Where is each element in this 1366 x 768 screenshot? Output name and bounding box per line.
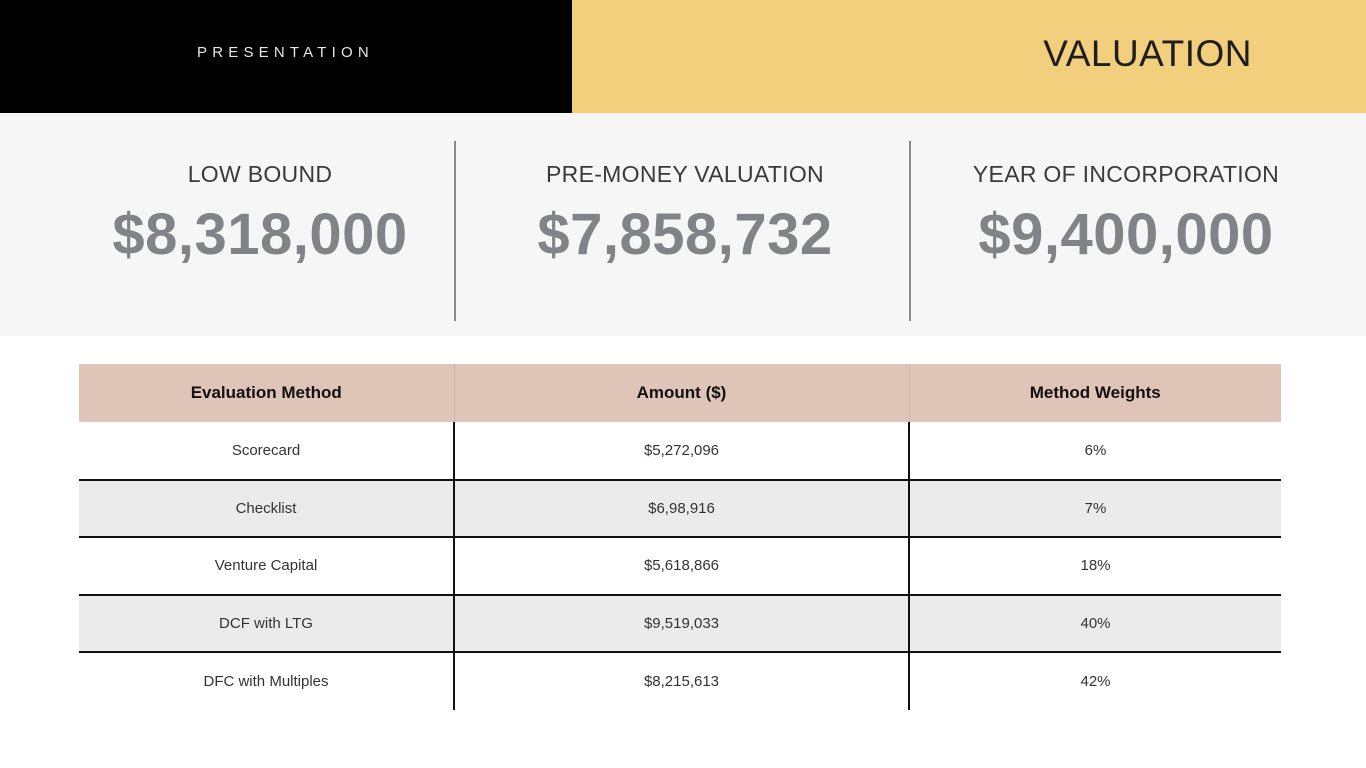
stat-low-bound [60, 113, 460, 336]
table-row [79, 595, 1281, 653]
page-title: VALUATION [1043, 33, 1252, 74]
amount-cell: $5,618,866 [454, 537, 909, 595]
column-header-method: Evaluation Method [79, 364, 454, 422]
amount-cell: $5,272,096 [454, 422, 909, 480]
header-left-band [0, 0, 572, 113]
stat-divider [909, 141, 911, 321]
table-row [79, 652, 1281, 710]
weight-cell: 7% [909, 480, 1281, 538]
weight-cell: 40% [909, 595, 1281, 653]
stat-label: LOW BOUND [187, 161, 333, 187]
method-cell: Checklist [79, 480, 454, 538]
amount-cell: $6,98,916 [454, 480, 909, 538]
stat-value: $8,318,000 [112, 202, 408, 267]
table-row [79, 537, 1281, 595]
stat-label: YEAR OF INCORPORATION [972, 161, 1280, 187]
stat-value: $9,400,000 [978, 202, 1274, 267]
method-cell: Venture Capital [79, 537, 454, 595]
column-header-amount: Amount ($) [454, 364, 909, 422]
table-row [79, 422, 1281, 480]
weight-cell: 42% [1080, 673, 1111, 691]
stat-year-of-incorporation [926, 113, 1326, 336]
table-header-row [79, 364, 1281, 422]
stat-label: PRE-MONEY VALUATION [546, 161, 824, 187]
column-header-weights: Method Weights [909, 364, 1281, 422]
stats-band [0, 113, 1366, 336]
method-cell: DFC with Multiples [79, 652, 454, 710]
stat-divider [454, 141, 456, 321]
valuation-methods-table [79, 364, 1281, 710]
stat-value: $7,858,732 [537, 202, 833, 267]
header-right-band [572, 0, 1366, 113]
stat-pre-money-valuation [485, 113, 885, 336]
table-row [79, 480, 1281, 538]
weight-cell: 18% [909, 537, 1281, 595]
method-cell: Scorecard [79, 422, 454, 480]
amount-cell: $8,215,613 [454, 652, 909, 710]
method-cell: DCF with LTG [79, 595, 454, 653]
weight-cell: 6% [909, 422, 1281, 480]
amount-cell: $9,519,033 [454, 595, 909, 653]
header-label: PRESENTATION [197, 44, 374, 61]
